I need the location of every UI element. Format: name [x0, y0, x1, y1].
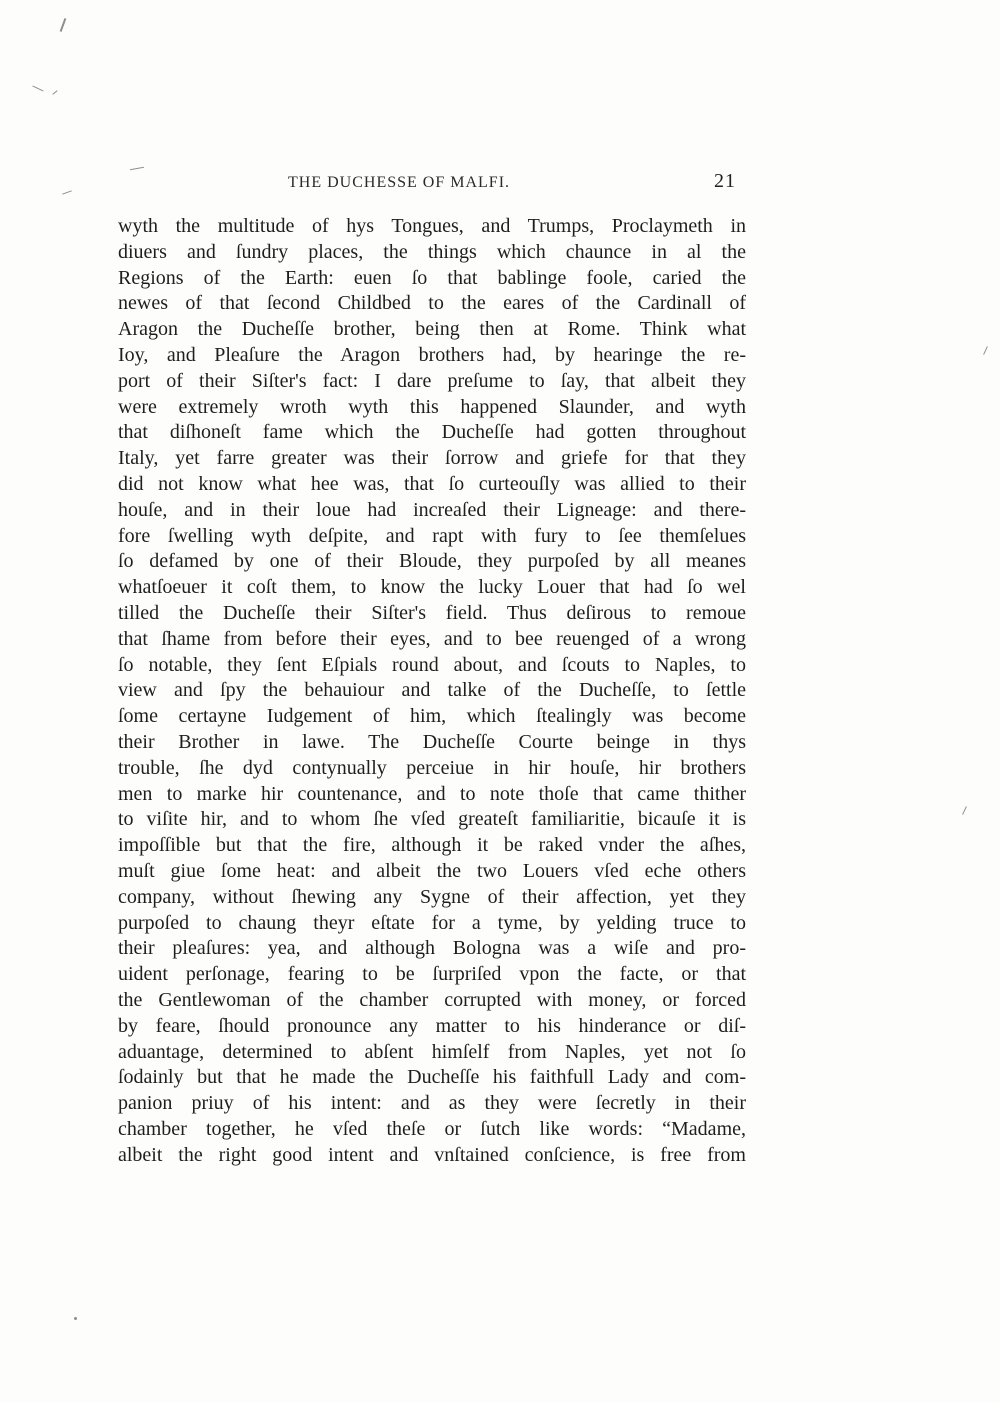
text-line: Ioy, and Pleaſure the Aragon brothers had, by hearinge the re-: [118, 343, 746, 366]
margin-mark: [962, 806, 967, 815]
text-line: fore ſwelling wyth deſpite, and rapt with fury to ſee themſelues: [118, 524, 746, 547]
margin-mark: [52, 90, 57, 95]
text-line: were extremely wroth wyth this happened Slaunder, and wyth: [118, 395, 746, 418]
text-line: view and ſpy the behauiour and talke of the Ducheſſe, to ſettle: [118, 679, 746, 702]
text-line: ſo notable, they ſent Eſpials round about, and ſcouts to Naples, to: [118, 653, 746, 676]
text-line: panion priuy of his intent: and as they were ſecretly in their: [118, 1092, 746, 1115]
text-line: albeit the right good intent and vnſtained conſcience, is free from: [118, 1143, 746, 1166]
text-line: tilled the Ducheſſe their Siſter's field. Thus deſirous to remoue: [118, 601, 746, 624]
text-line: ſo defamed by one of their Bloude, they purpoſed by all meanes: [118, 550, 746, 573]
text-line: Italy, yet farre greater was their ſorrow and griefe for that they: [118, 447, 746, 470]
running-title: THE DUCHESSE OF MALFI.: [288, 174, 511, 191]
text-line: Aragon the Ducheſſe brother, being then at Rome. Think what: [118, 318, 746, 341]
text-line: chamber together, he vſed theſe or ſutch like words: “Madame,: [118, 1117, 746, 1140]
margin-mark: [62, 190, 72, 194]
page-number: 21: [714, 170, 736, 192]
text-line: impoſſible but that the fire, although it be raked vnder the aſhes,: [118, 834, 746, 857]
text-line: that diſhoneſt fame which the Ducheſſe had gotten throughout: [118, 421, 746, 444]
text-line: trouble, ſhe dyd contynually perceiue in hir houſe, hir brothers: [118, 756, 746, 779]
running-head: [118, 170, 740, 200]
margin-mark: [983, 346, 988, 355]
text-line: that ſhame from before their eyes, and to bee reuenged of a wrong: [118, 627, 746, 650]
text-line: their pleaſures: yea, and although Bologna was a wiſe and pro-: [118, 937, 746, 960]
body-text: [118, 214, 746, 1168]
text-line: wyth the multitude of hys Tongues, and Trumps, Proclaymeth in: [118, 215, 746, 237]
text-line: port of their Siſter's fact: I dare preſume to ſay, that albeit they: [118, 369, 746, 392]
text-line: the Gentlewoman of the chamber corrupted with money, or forced: [118, 988, 746, 1011]
text-line: company, without ſhewing any Sygne of their affection, yet they: [118, 885, 746, 908]
text-line: muſt giue ſome heat: and albeit the two Louers vſed eche others: [118, 859, 746, 882]
text-line: men to marke hir countenance, and to note thoſe that came thither: [118, 782, 746, 805]
text-line: did not know what hee was, that ſo curteouſly was allied to their: [118, 472, 746, 495]
text-line: by feare, ſhould pronounce any matter to his hinderance or diſ-: [118, 1014, 746, 1037]
text-line: purpoſed to chaung theyr eſtate for a tyme, by yelding truce to: [118, 911, 746, 934]
text-line: Regions of the Earth: euen ſo that bablinge foole, caried the: [118, 266, 746, 289]
text-line: houſe, and in their loue had increaſed their Ligneage: and there-: [118, 498, 746, 521]
text-line: uident perſonage, fearing to be ſurpriſed vpon the facte, or that: [118, 963, 746, 986]
text-line: aduantage, determined to abſent himſelf from Naples, yet not ſo: [118, 1040, 746, 1063]
margin-mark: [32, 86, 43, 92]
text-line: their Brother in lawe. The Ducheſſe Courte beinge in thys: [118, 730, 746, 753]
text-line: newes of that ſecond Childbed to the eares of the Cardinall of: [118, 292, 746, 315]
text-line: whatſoeuer it coſt them, to know the lucky Louer that had ſo wel: [118, 576, 746, 599]
margin-mark: [74, 1317, 77, 1320]
text-line: diuers and ſundry places, the things which chaunce in al the: [118, 240, 746, 263]
text-line: to viſite hir, and to whom ſhe vſed greateſt familiaritie, bicauſe it is: [118, 808, 746, 831]
text-line: ſodainly but that he made the Ducheſſe his faithfull Lady and com-: [118, 1066, 746, 1089]
margin-mark: [60, 18, 67, 32]
text-line: ſome certayne Iudgement of him, which ſtealingly was become: [118, 705, 746, 728]
